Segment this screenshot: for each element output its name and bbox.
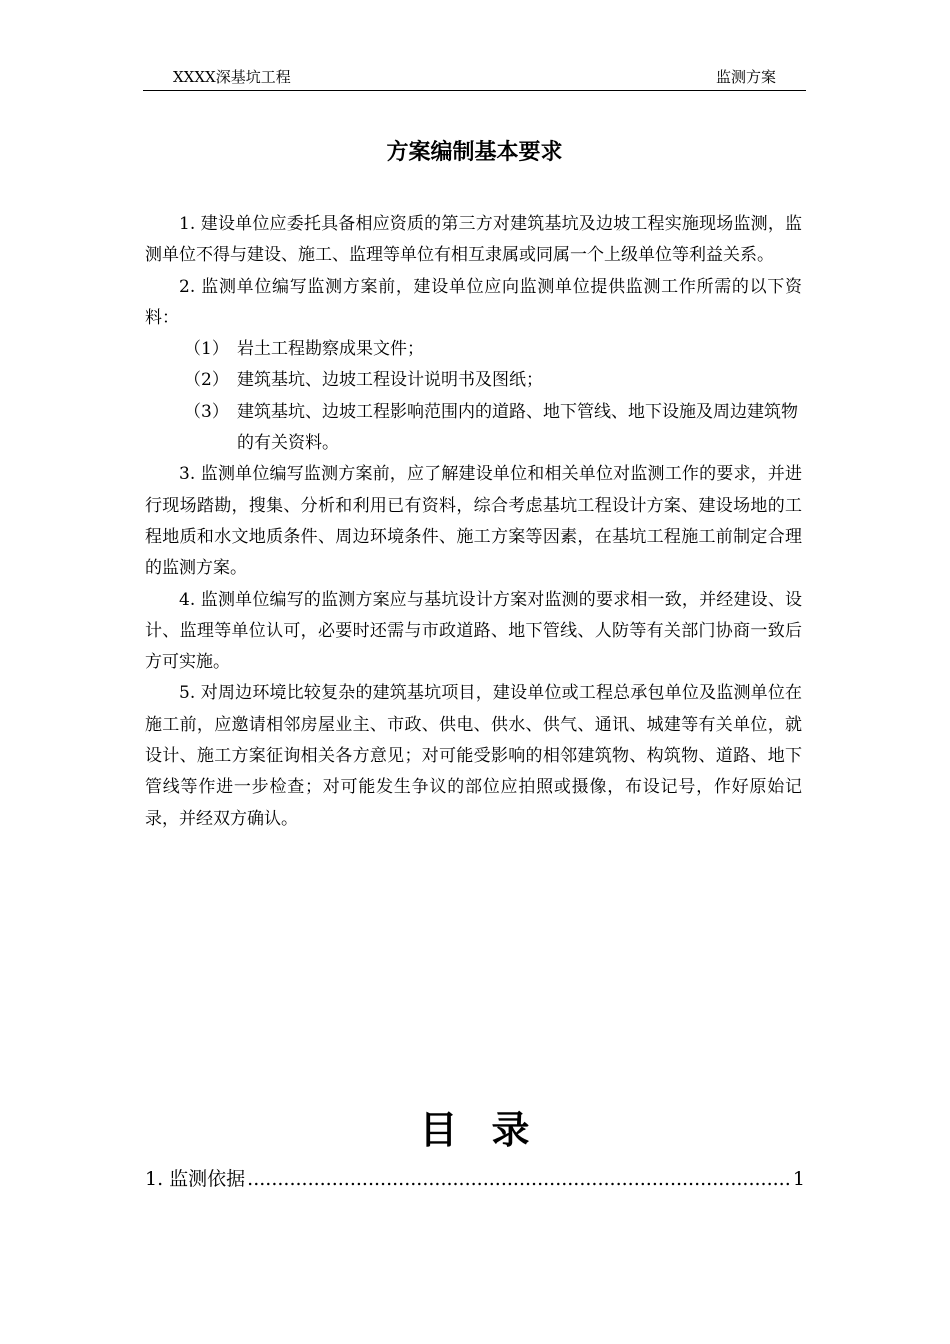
requirements-body: [145, 209, 802, 835]
header-project-name: XXXX深基坑工程: [173, 68, 291, 86]
toc-entry-label[interactable]: 1. 监测依据: [145, 1168, 246, 1190]
page-header: [143, 66, 806, 91]
list-item-text: 建筑基坑、边坡工程影响范围内的道路、地下管线、地下设施及周边建筑物的有关资料。: [237, 401, 798, 454]
list-item: [145, 365, 802, 396]
requirement-paragraph-5: 5. 对周边环境比较复杂的建筑基坑项目，建设单位或工程总承包单位及监测单位在施工前，应邀请相邻房屋业主、市政、供电、供水、供气、通讯、城建等有关单位，就设计、施工方案征询相关各方意见；对可能受影响的相邻建筑物、构筑物、道路、地下管线等作进一步检查；对可能发生争议的部位应拍照或摄像，布设记号，作好原始记录，并经双方确认。: [145, 683, 802, 829]
list-item-text: 岩土工程勘察成果文件；: [237, 339, 424, 360]
requirement-paragraph-3: 3. 监测单位编写监测方案前，应了解建设单位和相关单位对监测工作的要求，并进行现场踏勘，搜集、分析和利用已有资料，综合考虑基坑工程设计方案、建设场地的工程地质和水文地质条件、周边环境条件、施工方案等因素，在基坑工程施工前制定合理的监测方案。: [145, 464, 802, 579]
requirement-paragraph-1: 1. 建设单位应委托具备相应资质的第三方对建筑基坑及边坡工程实施现场监测，监测单位不得与建设、施工、监理等单位有相互隶属或同属一个上级单位等利益关系。: [145, 214, 802, 266]
requirement-paragraph-4: 4. 监测单位编写的监测方案应与基坑设计方案对监测的要求相一致，并经建设、设计、监理等单位认可，必要时还需与市政道路、地下管线、人防等有关部门协商一致后方可实施。: [145, 589, 802, 673]
list-item-number: （1）: [184, 339, 229, 360]
list-item-number: （3）: [184, 401, 229, 422]
page-title: 方案编制基本要求: [386, 139, 563, 165]
list-item-text: 建筑基坑、边坡工程设计说明书及图纸；: [237, 370, 543, 391]
list-item: [145, 397, 802, 460]
toc-entry[interactable]: [145, 1163, 805, 1195]
list-item-number: （2）: [184, 370, 229, 391]
list-item: [145, 334, 802, 365]
toc-entry-page: 1: [792, 1168, 805, 1190]
toc-title: 目录: [419, 1107, 564, 1152]
header-doc-type: 监测方案: [715, 68, 776, 86]
toc-leader-dots: [247, 1163, 791, 1195]
requirement-paragraph-2: 2. 监测单位编写监测方案前，建设单位应向监测单位提供监测工作所需的以下资料：: [145, 276, 802, 328]
